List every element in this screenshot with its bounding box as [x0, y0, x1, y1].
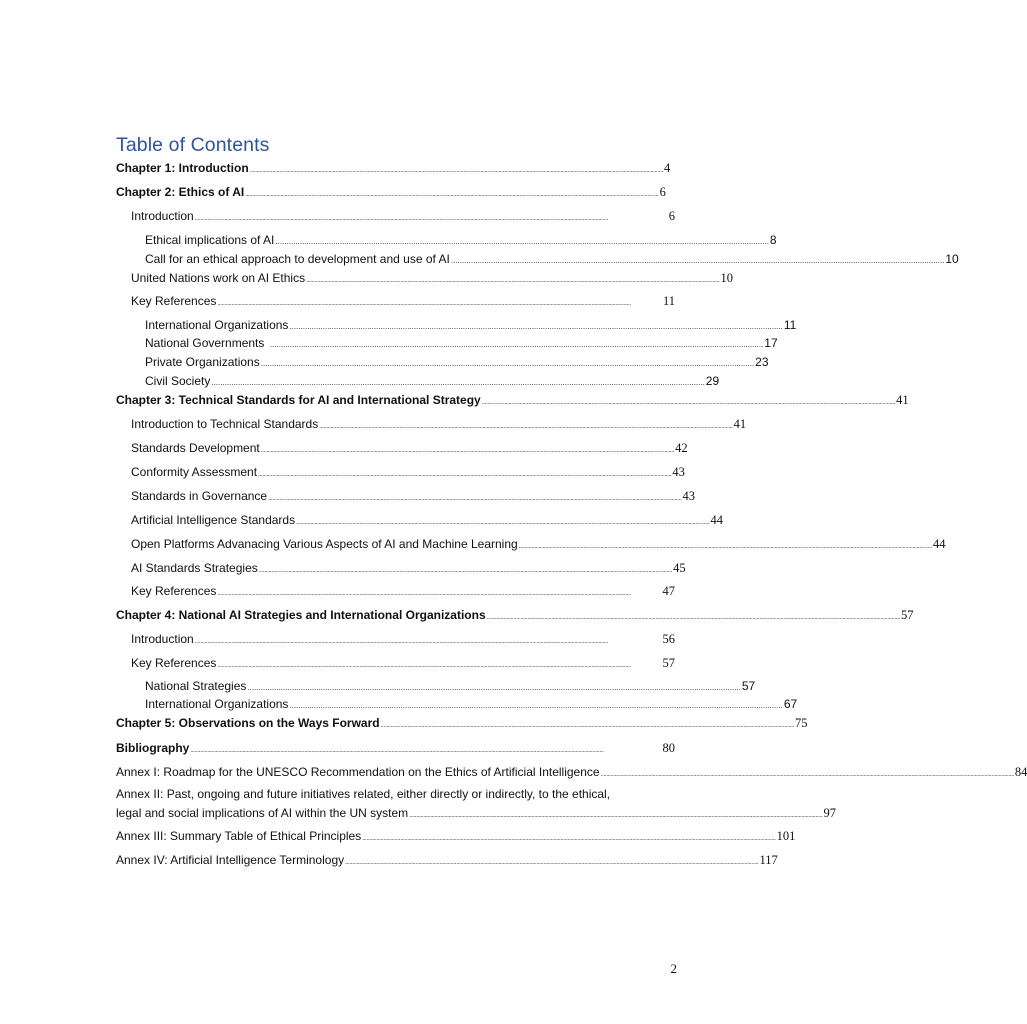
toc-entry-page: 57: [662, 656, 675, 670]
toc-entry-label: International Organizations: [145, 318, 289, 332]
toc-entry-page: 42: [675, 441, 688, 455]
toc-entry-ch4-international-organizations[interactable]: [145, 697, 798, 713]
toc-entry-label: AI Standards Strategies: [131, 561, 258, 575]
toc-entry-page: 47: [662, 584, 675, 598]
toc-entry-intro-technical-standards[interactable]: [131, 417, 747, 434]
toc-entry-page: 97: [823, 806, 836, 820]
dot-leader: ......................................................................................................................................................................................................................................................................................................: [345, 859, 759, 866]
toc-entry-label: Conformity Assessment: [131, 465, 258, 479]
toc-entry-label: Chapter 1: Introduction: [116, 161, 249, 175]
toc-entry-international-organizations[interactable]: [145, 318, 797, 334]
toc-entry-label: Open Platforms Advanacing Various Aspects of AI and Machine Learning: [131, 537, 518, 551]
dot-leader: ..............................................................................................................................................................................................................................: [289, 701, 783, 710]
toc-entry-label: Standards Development: [131, 441, 260, 455]
toc-entry-call-for-ethical-approach[interactable]: [145, 252, 959, 268]
toc-entry-page: 57: [741, 679, 756, 693]
dot-leader: ..............................................................................................................................................................................................................................: [260, 359, 755, 368]
dot-leader: ......................................................................................................................................................................................................................................................................................................: [258, 471, 672, 478]
toc-entry-label: Chapter 3: Technical Standards for AI and International Strategy: [116, 393, 481, 407]
toc-entry-page: 29: [705, 374, 720, 388]
toc-entry-page: 84: [1014, 765, 1027, 779]
toc-entry-label: Bibliography: [116, 741, 190, 755]
toc-entry-standards-in-governance[interactable]: [131, 489, 695, 506]
dot-leader: ......................................................................................................................................................................................................................................................................................................: [194, 638, 609, 645]
toc-entry-standards-development[interactable]: [131, 441, 688, 458]
toc-entry-page: 56: [662, 632, 675, 646]
toc-entry-page: 8: [769, 233, 777, 247]
dot-leader: ..............................................................................................................................................................................................................................: [289, 322, 783, 331]
toc-entry-label: Call for an ethical approach to development and use of AI: [145, 252, 450, 266]
toc-entry-page: 6: [668, 209, 675, 223]
dot-leader: ......................................................................................................................................................................................................................................................................................................: [245, 191, 659, 198]
toc-entry-label: Key References: [131, 584, 217, 598]
dot-leader: ......................................................................................................................................................................................................................................................................................................: [380, 722, 794, 729]
dot-leader: ......................................................................................................................................................................................................................................................................................................: [518, 543, 933, 550]
toc-entry-open-platforms[interactable]: [131, 537, 946, 554]
toc-entry-annex-1[interactable]: [116, 765, 1027, 782]
dot-leader: ..............................................................................................................................................................................................................................: [450, 256, 945, 265]
toc-entry-chapter-1[interactable]: [116, 161, 670, 178]
toc-entry-page: 43: [682, 489, 695, 503]
dot-leader: ......................................................................................................................................................................................................................................................................................................: [249, 167, 664, 174]
dot-leader: ......................................................................................................................................................................................................................................................................................................: [268, 495, 682, 502]
page-number: 2: [670, 961, 677, 976]
dot-leader: ..............................................................................................................................................................................................................................: [211, 378, 705, 387]
toc-entry-national-governments[interactable]: [145, 336, 778, 352]
dot-leader: ......................................................................................................................................................................................................................................................................................................: [258, 567, 673, 574]
toc-entry-page: 23: [755, 355, 769, 369]
toc-entry-page: 41: [733, 417, 747, 431]
toc-entry-ch4-key-references[interactable]: [131, 656, 675, 673]
toc-entry-chapter-5[interactable]: [116, 716, 808, 733]
toc-entry-page: 10: [720, 271, 733, 285]
toc-entry-label: Key References: [131, 294, 217, 308]
toc-entry-label: Annex IV: Artificial Intelligence Terminology: [116, 853, 345, 867]
toc-entry-ethical-implications[interactable]: [145, 233, 777, 249]
toc-entry-page: 75: [794, 716, 808, 730]
dot-leader: ......................................................................................................................................................................................................................................................................................................: [409, 812, 823, 819]
dot-leader: ......................................................................................................................................................................................................................................................................................................: [362, 835, 776, 842]
toc-entry-page: 17: [764, 336, 778, 350]
dot-leader: ......................................................................................................................................................................................................................................................................................................: [600, 771, 1014, 778]
toc-entry-label: Private Organizations: [145, 355, 260, 369]
dot-leader: ......................................................................................................................................................................................................................................................................................................: [486, 614, 900, 621]
toc-entry-page: 11: [783, 318, 797, 332]
toc-entry-ch4-introduction[interactable]: [131, 632, 675, 649]
toc-entry-label: Introduction: [131, 632, 194, 646]
dot-leader: ......................................................................................................................................................................................................................................................................................................: [217, 300, 631, 307]
dot-leader: ..............................................................................................................................................................................................................................: [265, 340, 764, 349]
toc-entry-label-line2: legal and social implications of AI within the UN system: [116, 806, 409, 820]
toc-entry-un-work-ai-ethics[interactable]: [131, 271, 733, 288]
toc-entry-ai-standards-strategies[interactable]: [131, 561, 686, 578]
toc-entry-chapter-4[interactable]: [116, 608, 914, 625]
toc-entry-label: Introduction to Technical Standards: [131, 417, 319, 431]
toc-entry-ai-standards[interactable]: [131, 513, 723, 530]
dot-leader: ......................................................................................................................................................................................................................................................................................................: [319, 423, 733, 430]
toc-entry-chapter-3[interactable]: [116, 393, 909, 410]
dot-leader: ..............................................................................................................................................................................................................................: [275, 237, 769, 246]
toc-entry-ch3-key-references[interactable]: [131, 584, 675, 601]
toc-entry-page: 44: [710, 513, 723, 527]
toc-entry-label: Chapter 4: National AI Strategies and International Organizations: [116, 608, 486, 622]
dot-leader: ......................................................................................................................................................................................................................................................................................................: [217, 662, 631, 669]
toc-entry-national-strategies[interactable]: [145, 679, 756, 695]
dot-leader: ......................................................................................................................................................................................................................................................................................................: [194, 215, 609, 222]
toc-entry-label: Annex I: Roadmap for the UNESCO Recommendation on the Ethics of Artificial Intelligence: [116, 765, 600, 779]
toc-entry-label: Chapter 5: Observations on the Ways Forward: [116, 716, 380, 730]
toc-entry-page: 57: [900, 608, 914, 622]
toc-entry-label: United Nations work on AI Ethics: [131, 271, 306, 285]
toc-entry-label: National Strategies: [145, 679, 247, 693]
toc-entry-label: Ethical implications of AI: [145, 233, 275, 247]
dot-leader: ......................................................................................................................................................................................................................................................................................................: [260, 447, 675, 454]
toc-entry-page: 41: [896, 393, 909, 407]
toc-entry-page: 4: [664, 161, 671, 175]
toc-entry-page: 117: [759, 853, 778, 867]
toc-entry-page: 43: [672, 465, 685, 479]
toc-entry-ch2-key-references[interactable]: [131, 294, 675, 311]
toc-entry-conformity-assessment[interactable]: [131, 465, 685, 482]
toc-entry-page: 11: [662, 294, 675, 308]
toc-entry-annex-3[interactable]: [116, 829, 796, 846]
dot-leader: ......................................................................................................................................................................................................................................................................................................: [306, 277, 720, 284]
toc-entry-label-line1: Annex II: Past, ongoing and future initiatives related, either directly or indirectly, to the ethical,: [116, 787, 611, 801]
toc-entry-civil-society[interactable]: [145, 374, 720, 390]
toc-title: Table of Contents: [116, 134, 270, 156]
toc-entry-page: 6: [659, 185, 666, 199]
toc-entry-annex-2[interactable]: [116, 785, 836, 825]
toc-entry-page: 67: [783, 697, 798, 711]
toc-entry-label: International Organizations: [145, 697, 289, 711]
toc-entry-label: Introduction: [131, 209, 194, 223]
toc-entry-label: National Governments: [145, 336, 265, 350]
toc-entry-label: Civil Society: [145, 374, 211, 388]
toc-entry-label: Standards in Governance: [131, 489, 268, 503]
toc-entry-page: 101: [776, 829, 796, 843]
toc-entry-chapter-2[interactable]: [116, 185, 666, 202]
dot-leader: ......................................................................................................................................................................................................................................................................................................: [481, 399, 896, 406]
toc-entry-label: Key References: [131, 656, 217, 670]
toc-entry-bibliography[interactable]: [116, 741, 675, 758]
dot-leader: ......................................................................................................................................................................................................................................................................................................: [296, 519, 710, 526]
toc-entry-line2: [116, 804, 836, 825]
toc-entry-page: 45: [673, 561, 686, 575]
dot-leader: ......................................................................................................................................................................................................................................................................................................: [190, 747, 604, 754]
toc-entry-private-organizations[interactable]: [145, 355, 769, 371]
toc-entry-ch2-introduction[interactable]: [131, 209, 675, 226]
toc-entry-annex-4[interactable]: [116, 853, 778, 870]
dot-leader: ......................................................................................................................................................................................................................................................................................................: [217, 590, 631, 597]
toc-entry-page: 10: [945, 252, 959, 266]
toc-entry-label: Artificial Intelligence Standards: [131, 513, 296, 527]
dot-leader: ..............................................................................................................................................................................................................................: [247, 683, 741, 692]
toc-entry-label: Annex III: Summary Table of Ethical Principles: [116, 829, 362, 843]
toc-entry-page: 80: [662, 741, 675, 755]
toc-entry-page: 44: [933, 537, 946, 551]
toc-entry-label: Chapter 2: Ethics of AI: [116, 185, 245, 199]
